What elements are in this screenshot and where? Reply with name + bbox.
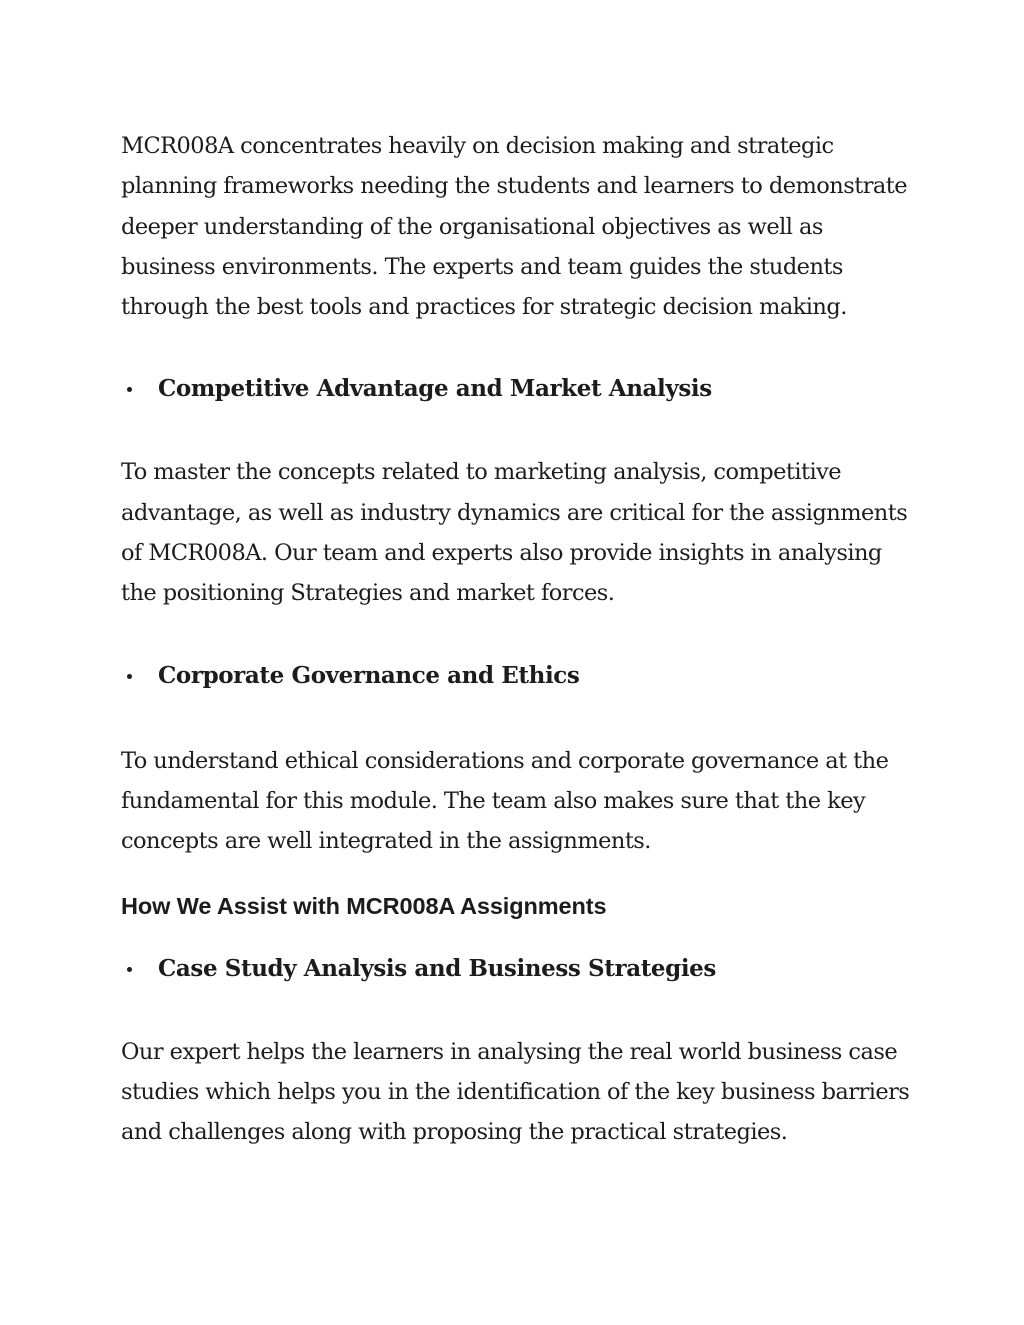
bullet-label: Case Study Analysis and Business Strategies bbox=[158, 954, 716, 982]
governance-paragraph: To understand ethical considerations and corporate governance at the fundamental for this module. The team also makes sure that the key concepts are well integrated in the assignments. bbox=[121, 747, 889, 855]
bullet-dot-icon bbox=[127, 967, 132, 972]
bullet-dot-icon bbox=[127, 387, 132, 392]
bullet-item-corporate-governance bbox=[121, 656, 921, 696]
intro-paragraph: MCR008A concentrates heavily on decision making and strategic planning frameworks needing the students and learners to demonstrate deeper understanding of the organisational objectives as well as business environments. The experts and team guides the students through the best tools and practices for strategic decision making. bbox=[121, 133, 908, 321]
bullet-item-case-study bbox=[121, 949, 921, 989]
market-analysis-paragraph: To master the concepts related to marketing analysis, competitive advantage, as well as industry dynamics are critical for the assignments of MCR008A. Our team and experts also provide insights in analysing the positioning Strategies and market forces. bbox=[121, 459, 908, 607]
case-study-paragraph: Our expert helps the learners in analysing the real world business case studies which helps you in the identification of the key business barriers and challenges along with proposing the practical strategies. bbox=[121, 1038, 910, 1146]
section-heading: How We Assist with MCR008A Assignments bbox=[121, 892, 607, 919]
document-content bbox=[121, 126, 921, 1152]
bullet-dot-icon bbox=[127, 674, 132, 679]
bullet-item-competitive-advantage bbox=[121, 369, 921, 409]
bullet-label: Competitive Advantage and Market Analysis bbox=[158, 375, 712, 403]
bullet-label: Corporate Governance and Ethics bbox=[158, 661, 580, 689]
